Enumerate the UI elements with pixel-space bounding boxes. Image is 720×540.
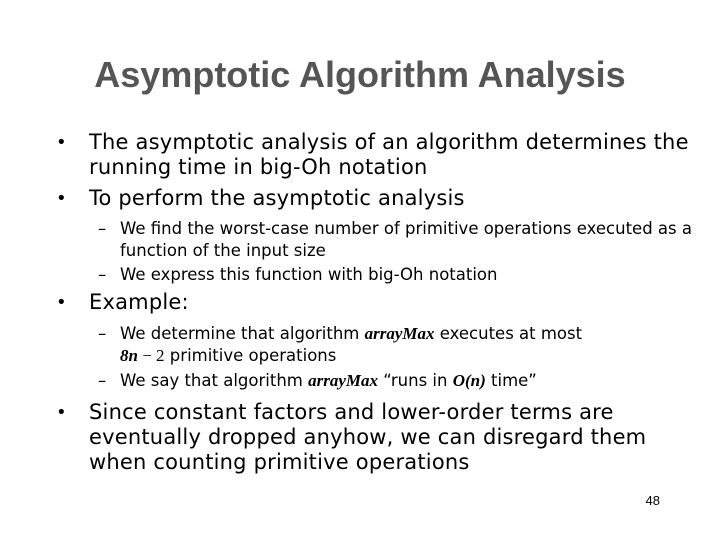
sub-bullet-marker: – — [98, 371, 107, 390]
text-run: executes at most — [434, 324, 583, 343]
bullet-text: To perform the asymptotic analysis — [89, 186, 465, 210]
bullet-marker: • — [56, 132, 67, 153]
text-run: “runs in — [378, 371, 453, 390]
bullet-text: Example: — [89, 290, 189, 314]
bullet-item — [56, 186, 696, 211]
sub-bullet-item — [98, 264, 698, 286]
bullet-marker: • — [56, 402, 67, 423]
sub-bullet-item — [98, 218, 698, 262]
bullet-marker: • — [56, 188, 67, 209]
math-minus-two: − 2 — [137, 346, 165, 365]
bullet-marker: • — [56, 292, 67, 313]
sub-bullet-item — [98, 323, 698, 367]
text-run: We say that algorithm — [120, 371, 309, 390]
bullet-item — [56, 130, 696, 180]
math-array-max: arrayMax — [308, 371, 378, 390]
sub-bullet-item — [98, 370, 698, 392]
sub-bullet-marker: – — [98, 265, 107, 284]
sub-bullet-text — [120, 370, 698, 392]
sub-bullet-marker: – — [98, 219, 107, 238]
sub-bullet-marker: – — [98, 324, 107, 343]
bullet-text: Since constant factors and lower-order terms are eventually dropped anyhow, we can disregard them when counting primitive operations — [89, 400, 647, 474]
text-run: primitive operations — [164, 346, 337, 365]
math-8n: 8n — [120, 346, 138, 365]
bullet-item — [56, 290, 696, 315]
page-number: 48 — [645, 493, 660, 508]
text-run: time” — [485, 371, 537, 390]
math-array-max: arrayMax — [364, 324, 435, 343]
sub-bullet-text: We find the worst-case number of primitive operations executed as a function of the input size — [120, 219, 692, 260]
math-big-oh: O(n) — [452, 371, 486, 390]
text-run: We determine that algorithm — [120, 324, 365, 343]
sub-bullet-text — [120, 323, 698, 367]
slide-title: Asymptotic Algorithm Analysis — [94, 54, 626, 95]
bullet-text: The asymptotic analysis of an algorithm determines the running time in big-Oh notation — [89, 130, 689, 179]
sub-bullet-text: We express this function with big-Oh notation — [120, 265, 498, 284]
bullet-item — [56, 400, 696, 475]
